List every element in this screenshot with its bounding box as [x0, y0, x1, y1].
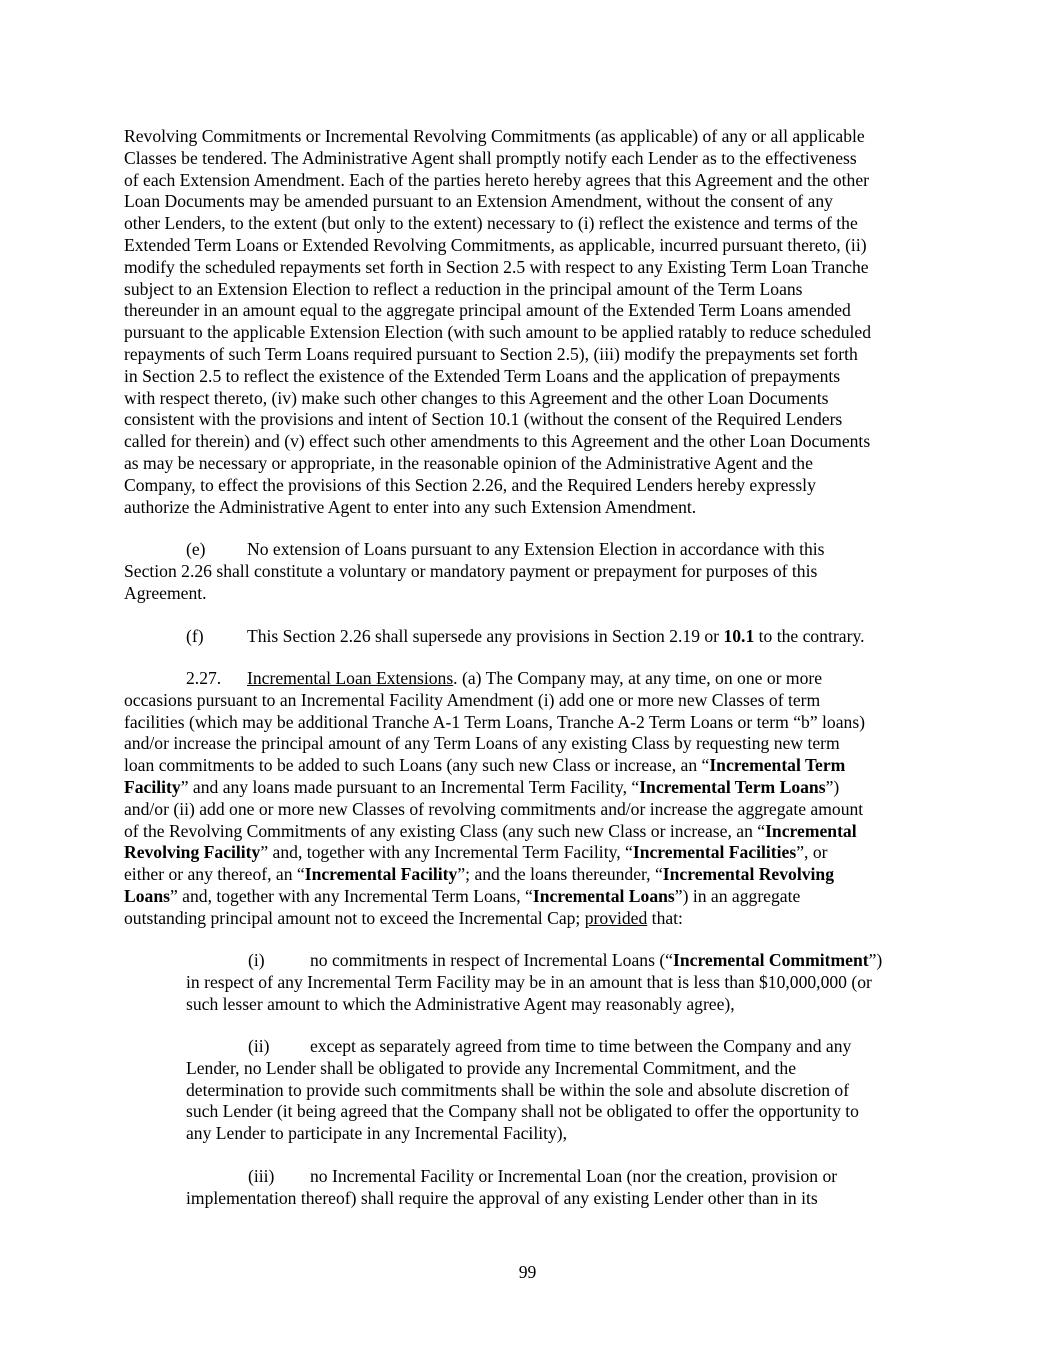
paragraph-line: Extended Term Loans or Extended Revolving Commitments, as applicable, incurred pursuant thereto, (ii)	[124, 234, 867, 255]
item-label-f: (f)	[186, 626, 204, 646]
defined-term: Incremental Loans	[532, 885, 675, 906]
section-text: ”) in an aggregate	[674, 885, 801, 906]
paragraph-e-line: Agreement.	[124, 582, 207, 603]
section-text: and/or (ii) add one or more new Classes of revolving commitments and/or increase the aggregate amount	[124, 798, 864, 819]
item-text: such lesser amount to which the Administrative Agent may reasonably agree),	[186, 993, 735, 1014]
paragraph-line: Company, to effect the provisions of this Section 2.26, and the Required Lenders hereby expressly	[124, 474, 816, 495]
paragraph-f-text: This Section 2.26 shall supersede any provisions in Section 2.19 or	[247, 626, 724, 646]
item-text: Lender, no Lender shall be obligated to provide any Incremental Commitment, and the	[186, 1057, 796, 1078]
proviso-term: provided	[584, 907, 648, 928]
paragraph-line: Loan Documents may be amended pursuant to an Extension Amendment, without the consent of any	[124, 191, 833, 212]
item-label-i: (i)	[248, 950, 265, 970]
defined-term: Incremental	[765, 820, 857, 841]
item-text: determination to provide such commitments shall be within the sole and absolute discretion of	[186, 1079, 850, 1100]
paragraph-line: in Section 2.5 to reflect the existence of the Extended Term Loans and the application of prepayments	[124, 365, 841, 386]
item-text: no Incremental Facility or Incremental Loan (nor the creation, provision or	[310, 1166, 838, 1186]
item-text: such Lender (it being agreed that the Company shall not be obligated to offer the opportunity to	[186, 1101, 859, 1122]
paragraph-line: other Lenders, to the extent (but only to the extent) necessary to (i) reflect the existence and terms of the	[124, 213, 858, 234]
paragraph-e-line: No extension of Loans pursuant to any Extension Election in accordance with this	[247, 539, 825, 559]
section-heading: Incremental Loan Extensions	[247, 668, 454, 688]
paragraph-line: called for therein) and (v) effect such other amendments to this Agreement and the other Loan Documents	[124, 431, 871, 452]
section-text: ” and, together with any Incremental Term Facility, “	[260, 842, 633, 863]
section-text: and/or increase the principal amount of any Term Loans of any existing Class by requesting new term	[124, 733, 840, 754]
defined-term: Incremental Commitment	[673, 950, 869, 970]
item-ii	[186, 1036, 946, 1145]
defined-term: Incremental Revolving	[662, 864, 834, 885]
paragraph-line: Classes be tendered. The Administrative Agent shall promptly notify each Lender as to the effectiveness	[124, 147, 857, 168]
paragraph-extension-amendment	[124, 126, 944, 518]
section-2-27	[124, 668, 944, 930]
defined-term: Loans	[124, 885, 170, 906]
defined-term: Incremental Term	[709, 755, 846, 776]
section-text: outstanding principal amount not to exceed the Incremental Cap;	[124, 907, 585, 928]
section-text: facilities (which may be additional Tranche A-1 Term Loans, Tranche A-2 Term Loans or term “b” loans)	[124, 711, 866, 732]
section-text: that:	[647, 907, 683, 928]
section-text: loan commitments to be added to such Loans (any such new Class or increase, an “	[124, 755, 710, 776]
section-text: ”, or	[796, 842, 828, 863]
section-text: ” and any loans made pursuant to an Incremental Term Facility, “	[180, 776, 640, 797]
section-text: occasions pursuant to an Incremental Facility Amendment (i) add one or more new Classes of term	[124, 689, 821, 710]
section-reference: 10.1	[723, 626, 755, 646]
item-text: except as separately agreed from time to time between the Company and any	[310, 1036, 852, 1056]
section-text: either or any thereof, an “	[124, 864, 305, 885]
paragraph-line: pursuant to the applicable Extension Election (with such amount to be applied ratably to reduce scheduled	[124, 322, 872, 343]
paragraph-line: repayments of such Term Loans required pursuant to Section 2.5), (iii) modify the prepayments set forth	[124, 343, 858, 364]
paragraph-f	[124, 626, 944, 648]
paragraph-f-text: to the contrary.	[754, 626, 865, 646]
item-i	[186, 950, 946, 1015]
item-text: no commitments in respect of Incremental Loans (“	[310, 950, 673, 970]
item-label-e: (e)	[186, 539, 206, 559]
paragraph-line: as may be necessary or appropriate, in the reasonable opinion of the Administrative Agent and the	[124, 452, 813, 473]
item-iii	[186, 1166, 946, 1210]
item-label-iii: (iii)	[248, 1166, 275, 1186]
section-text: of the Revolving Commitments of any existing Class (any such new Class or increase, an “	[124, 820, 766, 841]
paragraph-line: Revolving Commitments or Incremental Revolving Commitments (as applicable) of any or all applicable	[124, 126, 865, 146]
item-text: any Lender to participate in any Incremental Facility),	[186, 1123, 568, 1144]
paragraph-e-line: Section 2.26 shall constitute a voluntary or mandatory payment or prepayment for purposes of this	[124, 560, 818, 581]
paragraph-line: with respect thereto, (iv) make such other changes to this Agreement and the other Loan Documents	[124, 387, 829, 408]
page-number: 99	[518, 1262, 537, 1282]
defined-term: Incremental Term Loans	[639, 776, 826, 797]
paragraph-line: modify the scheduled repayments set forth in Section 2.5 with respect to any Existing Term Loan Tranche	[124, 256, 869, 277]
section-text: ” and, together with any Incremental Term Loans, “	[169, 885, 533, 906]
paragraph-line: authorize the Administrative Agent to enter into any such Extension Amendment.	[124, 496, 697, 517]
defined-term: Facility	[124, 776, 181, 797]
item-text: implementation thereof) shall require the approval of any existing Lender other than in its	[186, 1187, 818, 1208]
paragraph-line: of each Extension Amendment. Each of the parties hereto hereby agrees that this Agreement and the other	[124, 169, 870, 190]
paragraph-line: thereunder in an amount equal to the aggregate principal amount of the Extended Term Loans amended	[124, 300, 851, 321]
section-text: . (a) The Company may, at any time, on one or more	[453, 668, 823, 688]
section-text: ”)	[825, 776, 840, 797]
defined-term: Incremental Facilities	[632, 842, 797, 863]
defined-term: Revolving Facility	[124, 842, 261, 863]
paragraph-line: consistent with the provisions and intent of Section 10.1 (without the consent of the Required Lenders	[124, 409, 843, 430]
item-label-ii: (ii)	[248, 1036, 270, 1056]
item-text: ”)	[868, 950, 883, 970]
section-number: 2.27.	[186, 668, 222, 688]
defined-term: Incremental Facility	[304, 864, 458, 885]
item-text: in respect of any Incremental Term Facility may be in an amount that is less than $10,000,000 (or	[186, 971, 872, 992]
paragraph-line: subject to an Extension Election to reflect a reduction in the principal amount of the Term Loans	[124, 278, 803, 299]
paragraph-e	[124, 539, 944, 604]
section-text: ”; and the loans thereunder, “	[457, 864, 663, 885]
